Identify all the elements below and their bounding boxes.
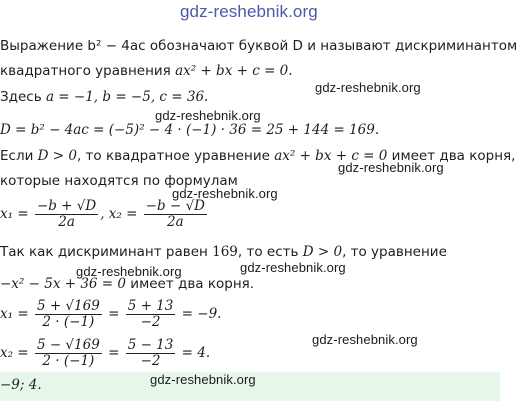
text: , то есть	[237, 244, 303, 260]
equation: ax² + bx + c = 0.	[175, 63, 293, 79]
equation: −x² − 5x + 36 = 0	[0, 276, 126, 292]
text-line-6: которые находятся по формулам	[0, 173, 238, 189]
watermark: gdz-reshebnik.org	[76, 264, 182, 279]
numerator: −b + √D	[36, 198, 97, 214]
text-line-1: Выражение b² − 4ac обозначают буквой D и называют дискриминантом	[0, 38, 517, 54]
text-line-8	[0, 244, 447, 260]
fraction	[35, 199, 98, 230]
x2-label: , x₂ =	[100, 206, 138, 222]
value: 169	[212, 244, 238, 260]
text: Если	[0, 148, 38, 164]
text: имеет два корня.	[126, 276, 255, 292]
denominator: 2 · (−1)	[42, 353, 95, 369]
discriminant-calculation: D = b² − 4ac = (−5)² − 4 · (−1) · 36 = 25 + 144 = 169.	[0, 122, 380, 138]
text-line-3	[0, 89, 208, 105]
x1-label: x₁ =	[0, 206, 29, 222]
x1-label: x₁ =	[0, 306, 29, 322]
watermark: gdz-reshebnik.org	[338, 160, 444, 175]
fraction	[35, 338, 102, 369]
equals-sign: =	[108, 345, 120, 361]
denominator: −2	[140, 353, 161, 369]
root-x1-calculation	[0, 298, 221, 330]
coefficients: a = −1, b = −5, c = 36.	[45, 89, 209, 105]
denominator: 2 · (−1)	[42, 314, 95, 330]
equals-sign: =	[108, 306, 120, 322]
root-x2-calculation	[0, 337, 210, 369]
text: Здесь	[0, 89, 46, 105]
watermark: gdz-reshebnik.org	[312, 332, 418, 347]
text-line-2	[0, 63, 293, 79]
text: квадратного уравнения	[0, 63, 176, 79]
text-line-9	[0, 276, 254, 292]
numerator: 5 − 13	[127, 337, 174, 353]
text: , то уравнение	[342, 244, 447, 260]
numerator: 5 + 13	[127, 298, 174, 314]
text-line-5	[0, 148, 515, 164]
denominator: 2a	[167, 214, 184, 230]
watermark: gdz-reshebnik.org	[172, 186, 278, 201]
watermark: gdz-reshebnik.org	[155, 108, 261, 123]
watermark: gdz-reshebnik.org	[150, 372, 256, 387]
fraction	[126, 299, 176, 330]
watermark: gdz-reshebnik.org	[240, 260, 346, 275]
condition: D > 0	[37, 148, 77, 164]
fraction	[35, 299, 102, 330]
text: имеет два корня,	[387, 148, 516, 164]
fraction	[144, 199, 207, 230]
equation: ax² + bx + c = 0	[274, 148, 388, 164]
fraction	[126, 338, 176, 369]
x2-label: x₂ =	[0, 345, 29, 361]
denominator: 2a	[58, 214, 75, 230]
root-formulas	[0, 198, 209, 230]
watermark: gdz-reshebnik.org	[315, 80, 421, 95]
numerator: 5 + √169	[36, 298, 100, 314]
watermark-top: gdz-reshebnik.org	[180, 2, 318, 21]
denominator: −2	[140, 314, 161, 330]
text: , то квадратное уравнение	[76, 148, 275, 164]
numerator: 5 − √169	[36, 337, 100, 353]
condition: D > 0	[302, 244, 343, 260]
text: Так как дискриминант равен	[0, 244, 213, 260]
answer: −9; 4.	[0, 377, 42, 393]
result: = 4.	[181, 345, 211, 361]
result: = −9.	[181, 306, 222, 322]
numerator: −b − √D	[145, 198, 206, 214]
